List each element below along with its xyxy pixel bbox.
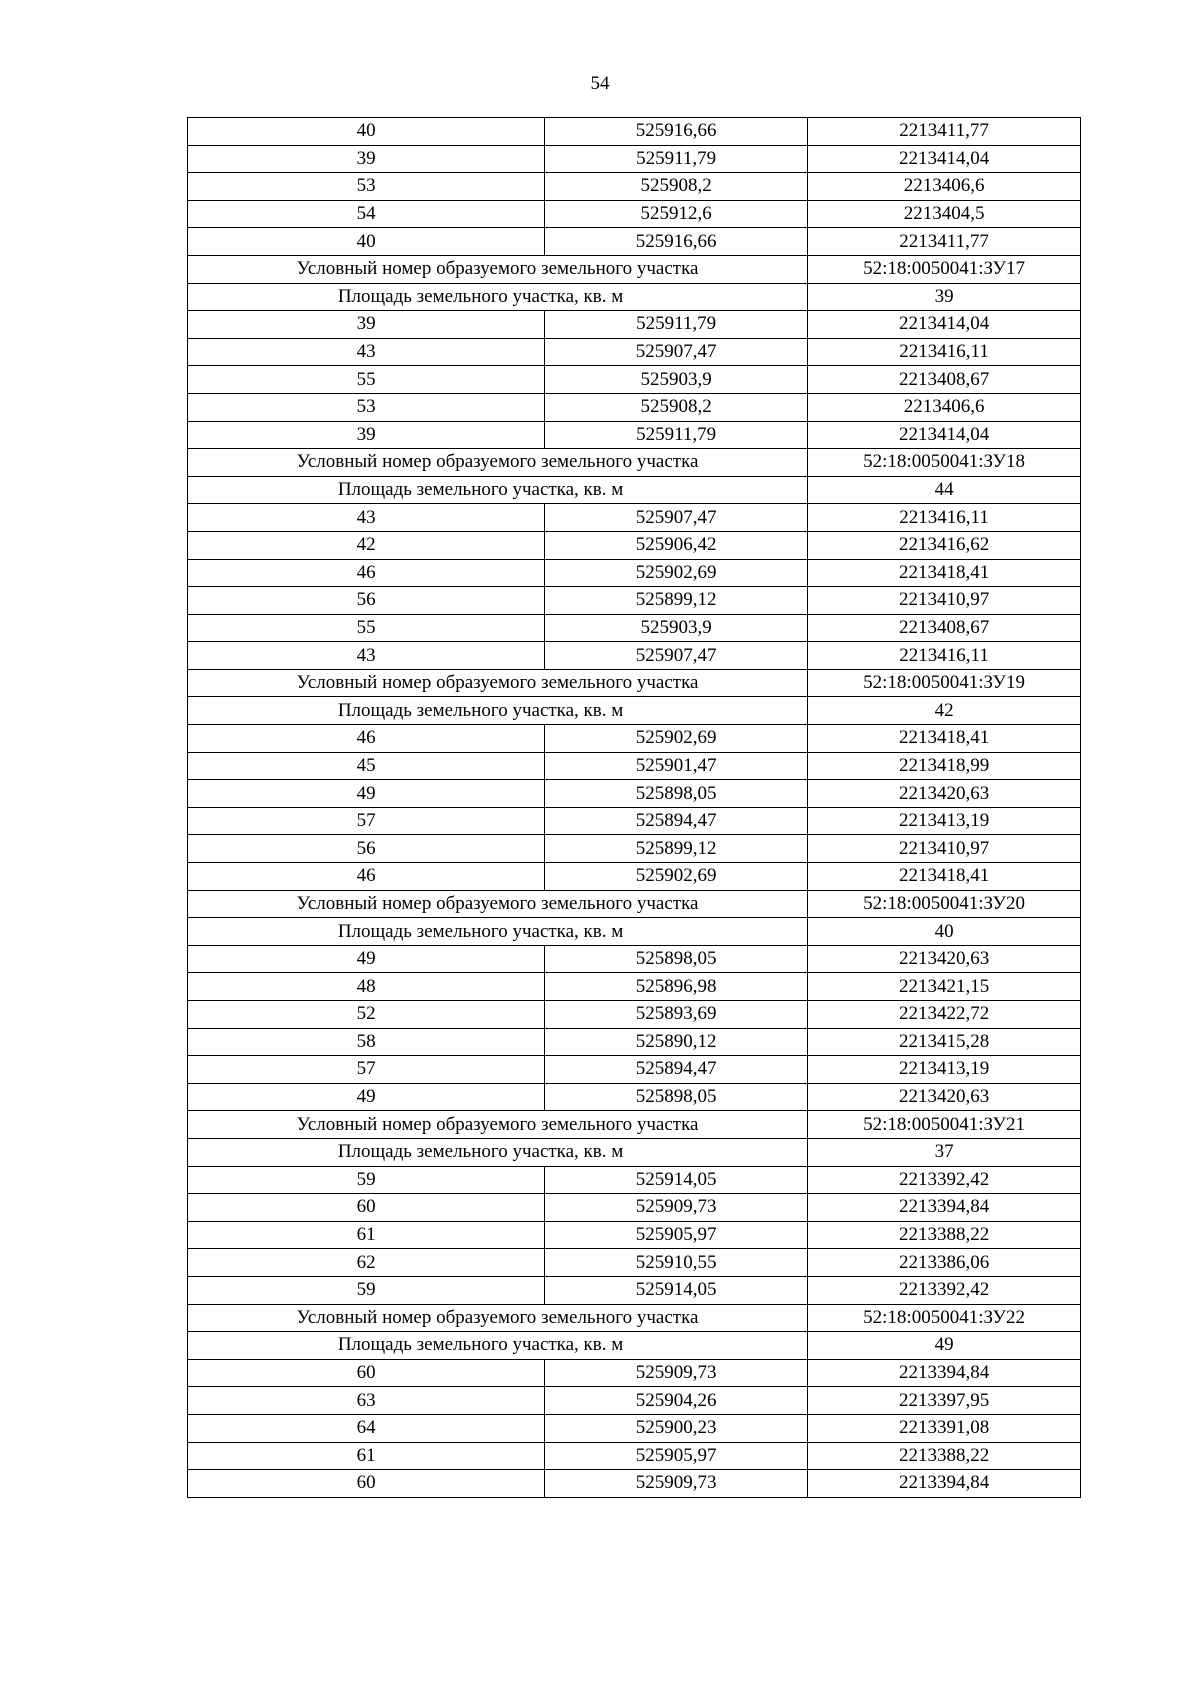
y-coordinate-cell: 2213410,97: [808, 587, 1081, 615]
table-row: [188, 752, 1081, 780]
x-coordinate-cell: 525903,9: [545, 366, 808, 394]
y-coordinate-cell: 2213416,11: [808, 642, 1081, 670]
point-number-cell: 53: [188, 173, 545, 201]
parcel-number-value: 52:18:0050041:ЗУ19: [808, 669, 1081, 697]
y-coordinate-cell: 2213386,06: [808, 1249, 1081, 1277]
table-row: [188, 559, 1081, 587]
parcel-area-value: 39: [808, 283, 1081, 311]
x-coordinate-cell: 525902,69: [545, 725, 808, 753]
point-number-cell: 63: [188, 1387, 545, 1415]
parcel-area-value: 44: [808, 476, 1081, 504]
table-row: [188, 863, 1081, 891]
x-coordinate-cell: 525906,42: [545, 531, 808, 559]
point-number-cell: 39: [188, 421, 545, 449]
point-number-cell: 55: [188, 366, 545, 394]
point-number-cell: 52: [188, 1001, 545, 1029]
table-row: [188, 1083, 1081, 1111]
x-coordinate-cell: 525898,05: [545, 1083, 808, 1111]
x-coordinate-cell: 525902,69: [545, 863, 808, 891]
y-coordinate-cell: 2213404,5: [808, 200, 1081, 228]
x-coordinate-cell: 525905,97: [545, 1221, 808, 1249]
point-number-cell: 49: [188, 1083, 545, 1111]
y-coordinate-cell: 2213414,04: [808, 145, 1081, 173]
parcel-area-value: 40: [808, 918, 1081, 946]
point-number-cell: 62: [188, 1249, 545, 1277]
point-number-cell: 60: [188, 1470, 545, 1498]
x-coordinate-cell: 525900,23: [545, 1414, 808, 1442]
x-coordinate-cell: 525914,05: [545, 1166, 808, 1194]
table-row: [188, 835, 1081, 863]
table-row: [188, 393, 1081, 421]
y-coordinate-cell: 2213388,22: [808, 1221, 1081, 1249]
x-coordinate-cell: 525911,79: [545, 311, 808, 339]
table-row: [188, 1221, 1081, 1249]
x-coordinate-cell: 525894,47: [545, 1056, 808, 1084]
parcel-area-row: [188, 697, 1081, 725]
table-row: [188, 1359, 1081, 1387]
y-coordinate-cell: 2213413,19: [808, 807, 1081, 835]
x-coordinate-cell: 525893,69: [545, 1001, 808, 1029]
point-number-cell: 53: [188, 393, 545, 421]
point-number-cell: 56: [188, 835, 545, 863]
point-number-cell: 54: [188, 200, 545, 228]
y-coordinate-cell: 2213414,04: [808, 311, 1081, 339]
parcel-number-label: Условный номер образуемого земельного участка: [188, 449, 808, 477]
parcel-number-row: [188, 1304, 1081, 1332]
table-row: [188, 1166, 1081, 1194]
table-row: [188, 1249, 1081, 1277]
x-coordinate-cell: 525894,47: [545, 807, 808, 835]
x-coordinate-cell: 525911,79: [545, 421, 808, 449]
point-number-cell: 57: [188, 807, 545, 835]
parcel-area-row: [188, 1138, 1081, 1166]
x-coordinate-cell: 525899,12: [545, 587, 808, 615]
parcel-number-value: 52:18:0050041:ЗУ20: [808, 890, 1081, 918]
point-number-cell: 61: [188, 1221, 545, 1249]
x-coordinate-cell: 525896,98: [545, 973, 808, 1001]
table-row: [188, 642, 1081, 670]
parcel-number-label: Условный номер образуемого земельного участка: [188, 255, 808, 283]
table-row: [188, 1028, 1081, 1056]
parcel-area-row: [188, 1332, 1081, 1360]
table-row: [188, 807, 1081, 835]
parcel-number-value: 52:18:0050041:ЗУ22: [808, 1304, 1081, 1332]
point-number-cell: 58: [188, 1028, 545, 1056]
table-row: [188, 1056, 1081, 1084]
y-coordinate-cell: 2213406,6: [808, 173, 1081, 201]
page-number: 54: [590, 73, 610, 94]
table-row: [188, 173, 1081, 201]
x-coordinate-cell: 525907,47: [545, 504, 808, 532]
parcel-number-label: Условный номер образуемого земельного участка: [188, 669, 808, 697]
parcel-area-row: [188, 283, 1081, 311]
point-number-cell: 46: [188, 725, 545, 753]
y-coordinate-cell: 2213392,42: [808, 1166, 1081, 1194]
x-coordinate-cell: 525901,47: [545, 752, 808, 780]
x-coordinate-cell: 525898,05: [545, 945, 808, 973]
y-coordinate-cell: 2213418,41: [808, 863, 1081, 891]
y-coordinate-cell: 2213411,77: [808, 228, 1081, 256]
point-number-cell: 46: [188, 559, 545, 587]
x-coordinate-cell: 525903,9: [545, 614, 808, 642]
x-coordinate-cell: 525899,12: [545, 835, 808, 863]
parcel-area-label: Площадь земельного участка, кв. м: [188, 1332, 808, 1360]
point-number-cell: 59: [188, 1276, 545, 1304]
coordinates-table: [187, 117, 1081, 1498]
table-row: [188, 421, 1081, 449]
table-row: [188, 311, 1081, 339]
parcel-area-label: Площадь земельного участка, кв. м: [188, 476, 808, 504]
parcel-area-value: 49: [808, 1332, 1081, 1360]
table-row: [188, 531, 1081, 559]
y-coordinate-cell: 2213420,63: [808, 945, 1081, 973]
table-row: [188, 228, 1081, 256]
parcel-area-label: Площадь земельного участка, кв. м: [188, 283, 808, 311]
x-coordinate-cell: 525909,73: [545, 1359, 808, 1387]
point-number-cell: 40: [188, 228, 545, 256]
point-number-cell: 42: [188, 531, 545, 559]
x-coordinate-cell: 525907,47: [545, 642, 808, 670]
y-coordinate-cell: 2213418,99: [808, 752, 1081, 780]
point-number-cell: 60: [188, 1194, 545, 1222]
x-coordinate-cell: 525912,6: [545, 200, 808, 228]
parcel-number-label: Условный номер образуемого земельного участка: [188, 1304, 808, 1332]
table-row: [188, 504, 1081, 532]
y-coordinate-cell: 2213413,19: [808, 1056, 1081, 1084]
parcel-number-row: [188, 890, 1081, 918]
y-coordinate-cell: 2213421,15: [808, 973, 1081, 1001]
y-coordinate-cell: 2213420,63: [808, 1083, 1081, 1111]
table-row: [188, 725, 1081, 753]
x-coordinate-cell: 525908,2: [545, 393, 808, 421]
y-coordinate-cell: 2213416,11: [808, 338, 1081, 366]
x-coordinate-cell: 525902,69: [545, 559, 808, 587]
y-coordinate-cell: 2213416,62: [808, 531, 1081, 559]
point-number-cell: 56: [188, 587, 545, 615]
table-row: [188, 780, 1081, 808]
table-row: [188, 200, 1081, 228]
x-coordinate-cell: 525909,73: [545, 1470, 808, 1498]
x-coordinate-cell: 525914,05: [545, 1276, 808, 1304]
parcel-number-value: 52:18:0050041:ЗУ17: [808, 255, 1081, 283]
table-row: [188, 1001, 1081, 1029]
y-coordinate-cell: 2213394,84: [808, 1470, 1081, 1498]
point-number-cell: 40: [188, 118, 545, 146]
parcel-number-value: 52:18:0050041:ЗУ18: [808, 449, 1081, 477]
parcel-area-label: Площадь земельного участка, кв. м: [188, 918, 808, 946]
table-row: [188, 1442, 1081, 1470]
y-coordinate-cell: 2213392,42: [808, 1276, 1081, 1304]
point-number-cell: 39: [188, 311, 545, 339]
x-coordinate-cell: 525916,66: [545, 228, 808, 256]
y-coordinate-cell: 2213394,84: [808, 1194, 1081, 1222]
coordinates-table-body: [188, 118, 1081, 1498]
y-coordinate-cell: 2213394,84: [808, 1359, 1081, 1387]
table-row: [188, 945, 1081, 973]
point-number-cell: 43: [188, 642, 545, 670]
y-coordinate-cell: 2213422,72: [808, 1001, 1081, 1029]
parcel-number-row: [188, 255, 1081, 283]
parcel-number-value: 52:18:0050041:ЗУ21: [808, 1111, 1081, 1139]
point-number-cell: 45: [188, 752, 545, 780]
y-coordinate-cell: 2213408,67: [808, 614, 1081, 642]
x-coordinate-cell: 525911,79: [545, 145, 808, 173]
x-coordinate-cell: 525909,73: [545, 1194, 808, 1222]
y-coordinate-cell: 2213391,08: [808, 1414, 1081, 1442]
parcel-area-row: [188, 918, 1081, 946]
point-number-cell: 43: [188, 504, 545, 532]
y-coordinate-cell: 2213416,11: [808, 504, 1081, 532]
parcel-area-value: 37: [808, 1138, 1081, 1166]
parcel-number-row: [188, 669, 1081, 697]
table-row: [188, 145, 1081, 173]
table-row: [188, 614, 1081, 642]
point-number-cell: 64: [188, 1414, 545, 1442]
table-row: [188, 1414, 1081, 1442]
table-row: [188, 973, 1081, 1001]
y-coordinate-cell: 2213406,6: [808, 393, 1081, 421]
y-coordinate-cell: 2213414,04: [808, 421, 1081, 449]
y-coordinate-cell: 2213408,67: [808, 366, 1081, 394]
x-coordinate-cell: 525890,12: [545, 1028, 808, 1056]
x-coordinate-cell: 525905,97: [545, 1442, 808, 1470]
point-number-cell: 49: [188, 945, 545, 973]
point-number-cell: 48: [188, 973, 545, 1001]
y-coordinate-cell: 2213411,77: [808, 118, 1081, 146]
table-row: [188, 1470, 1081, 1498]
y-coordinate-cell: 2213420,63: [808, 780, 1081, 808]
x-coordinate-cell: 525898,05: [545, 780, 808, 808]
point-number-cell: 39: [188, 145, 545, 173]
parcel-number-row: [188, 1111, 1081, 1139]
parcel-number-label: Условный номер образуемого земельного участка: [188, 890, 808, 918]
y-coordinate-cell: 2213388,22: [808, 1442, 1081, 1470]
parcel-number-label: Условный номер образуемого земельного участка: [188, 1111, 808, 1139]
x-coordinate-cell: 525916,66: [545, 118, 808, 146]
parcel-area-value: 42: [808, 697, 1081, 725]
point-number-cell: 59: [188, 1166, 545, 1194]
parcel-area-label: Площадь земельного участка, кв. м: [188, 1138, 808, 1166]
point-number-cell: 61: [188, 1442, 545, 1470]
point-number-cell: 49: [188, 780, 545, 808]
point-number-cell: 57: [188, 1056, 545, 1084]
table-row: [188, 1194, 1081, 1222]
x-coordinate-cell: 525907,47: [545, 338, 808, 366]
table-row: [188, 366, 1081, 394]
point-number-cell: 60: [188, 1359, 545, 1387]
parcel-area-row: [188, 476, 1081, 504]
y-coordinate-cell: 2213397,95: [808, 1387, 1081, 1415]
y-coordinate-cell: 2213410,97: [808, 835, 1081, 863]
point-number-cell: 43: [188, 338, 545, 366]
x-coordinate-cell: 525908,2: [545, 173, 808, 201]
y-coordinate-cell: 2213418,41: [808, 559, 1081, 587]
table-row: [188, 587, 1081, 615]
y-coordinate-cell: 2213418,41: [808, 725, 1081, 753]
point-number-cell: 46: [188, 863, 545, 891]
x-coordinate-cell: 525904,26: [545, 1387, 808, 1415]
y-coordinate-cell: 2213415,28: [808, 1028, 1081, 1056]
table-row: [188, 338, 1081, 366]
point-number-cell: 55: [188, 614, 545, 642]
parcel-area-label: Площадь земельного участка, кв. м: [188, 697, 808, 725]
table-row: [188, 1276, 1081, 1304]
table-row: [188, 118, 1081, 146]
table-row: [188, 1387, 1081, 1415]
parcel-number-row: [188, 449, 1081, 477]
x-coordinate-cell: 525910,55: [545, 1249, 808, 1277]
